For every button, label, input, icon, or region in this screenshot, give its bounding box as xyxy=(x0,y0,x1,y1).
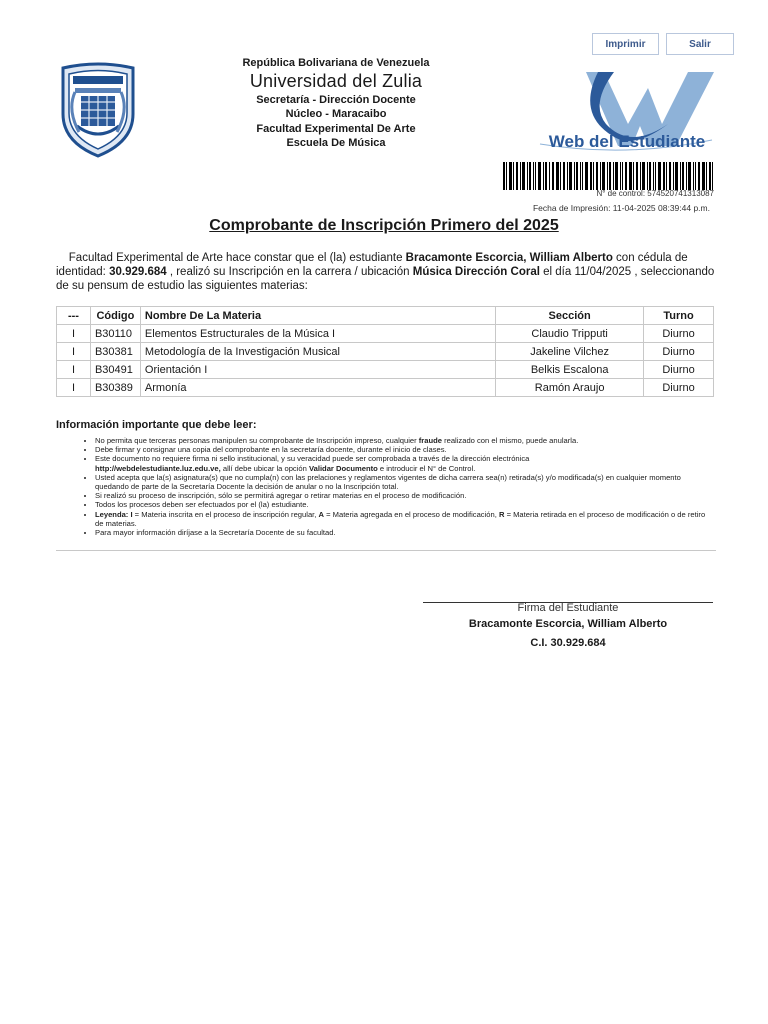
cell-code: B30389 xyxy=(90,379,140,397)
brand-name: Web del Estudiante xyxy=(548,132,706,151)
cell-shift: Diurno xyxy=(644,343,714,361)
cell-section: Jakeline Vilchez xyxy=(496,343,644,361)
col-header-subject: Nombre De La Materia xyxy=(140,307,495,325)
cell-type: I xyxy=(57,379,91,397)
header-line-escuela: Escuela De Música xyxy=(286,137,386,149)
table-header-row xyxy=(57,307,714,325)
table-row xyxy=(57,343,714,361)
col-header-code: Código xyxy=(90,307,140,325)
cell-shift: Diurno xyxy=(644,325,714,343)
signature-name: Bracamonte Escorcia, William Alberto xyxy=(468,618,668,630)
header-line-secretaria: Secretaría - Dirección Docente xyxy=(256,94,416,106)
cell-section: Belkis Escalona xyxy=(496,361,644,379)
cell-subject: Orientación I xyxy=(140,361,495,379)
cell-code: B30491 xyxy=(90,361,140,379)
country-name: República Bolivariana de Venezuela xyxy=(242,57,430,69)
list-item: • Para mayor información diríjase a la Secretaría Docente de su facultad. xyxy=(95,528,715,537)
intro-text-4: el día 11/04/2025 , seleccionando de su pensum de estudio las siguientes materias: xyxy=(56,266,715,292)
cell-shift: Diurno xyxy=(644,379,714,397)
cell-subject: Metodología de la Investigación Musical xyxy=(140,343,495,361)
career-name: Música Dirección Coral xyxy=(412,266,540,278)
col-header-type: --- xyxy=(57,307,91,325)
cell-section: Ramón Araujo xyxy=(496,379,644,397)
exit-button[interactable]: Salir xyxy=(666,33,734,55)
university-name: Universidad del Zulia xyxy=(249,71,423,91)
cell-code: B30381 xyxy=(90,343,140,361)
table-row xyxy=(57,361,714,379)
barcode-icon xyxy=(502,162,714,190)
signature-caption: Firma del Estudiante xyxy=(517,602,619,614)
cell-type: I xyxy=(57,325,91,343)
info-title: Información importante que debe leer: xyxy=(56,419,257,431)
header-line-facultad: Facultad Experimental De Arte xyxy=(256,123,416,135)
validation-url: http://webdelestudiante.luz.edu.ve, xyxy=(95,463,221,473)
document-title: Comprobante de Inscripción Primero del 2025 xyxy=(209,217,559,234)
table-row xyxy=(57,379,714,397)
intro-text-2: con cédula de identidad: xyxy=(56,252,688,278)
cell-type: I xyxy=(57,361,91,379)
intro-paragraph xyxy=(56,251,716,293)
cell-subject: Armonía xyxy=(140,379,495,397)
student-ci: 30.929.684 xyxy=(109,266,167,278)
list-item: • Leyenda: I = Materia inscrita en el proceso de inscripción regular, A = Materia agregada en el proceso de modificación, R = Materia retirada en el proceso de modificación o de retiro de materias. xyxy=(95,510,715,528)
cell-code: B30110 xyxy=(90,325,140,343)
cell-section: Claudio Tripputi xyxy=(496,325,644,343)
cell-shift: Diurno xyxy=(644,361,714,379)
signature-ci: C.I. 30.929.684 xyxy=(530,637,606,649)
list-item: • No permita que terceras personas manipulen su comprobante de Inscripción impreso, cualquier fraude realizado con el mismo, puede anularla. xyxy=(95,436,715,445)
student-name: Bracamonte Escorcia, William Alberto xyxy=(405,252,613,264)
print-date: Fecha de Impresión: 11-04-2025 08:39:44 p.m. xyxy=(532,203,710,213)
list-item: • Debe firmar y consignar una copia del comprobante en la secretaría docente, durante el inicio de clases. xyxy=(95,445,715,454)
header-line-nucleo: Núcleo - Maracaibo xyxy=(285,108,387,120)
cell-subject: Elementos Estructurales de la Música I xyxy=(140,325,495,343)
list-item: • Todos los procesos deben ser efectuados por el (la) estudiante. xyxy=(95,500,715,509)
table-row xyxy=(57,325,714,343)
cell-type: I xyxy=(57,343,91,361)
university-seal-icon xyxy=(57,62,139,158)
divider xyxy=(56,550,716,551)
info-list xyxy=(82,436,715,537)
intro-text-3: , realizó su Inscripción en la carrera / ubicación xyxy=(166,266,413,278)
list-item: • Usted acepta que la(s) asignatura(s) que no cumpla(n) con las prelaciones y reglamentos vigentes de dicha carrera sea(n) retirada(s) y/o modificada(s) en cualquier momento quedando de parte de la Secretaría Docente la decisión de anular o no la Inscripción total. xyxy=(95,473,715,491)
col-header-shift: Turno xyxy=(644,307,714,325)
subjects-table xyxy=(56,306,714,397)
intro-text-1: Facultad Experimental de Arte hace constar que el (la) estudiante xyxy=(68,252,406,264)
control-number: N° de control: 574520741313087 xyxy=(596,189,714,198)
list-item: • Este documento no requiere firma ni sello institucional, y su veracidad puede ser comprobada a través de la dirección electrónica http://webdelestudiante.luz.edu.ve, allí debe ubicar la opción Validar Documento e introducir el N° de Control. xyxy=(95,454,715,472)
col-header-section: Sección xyxy=(496,307,644,325)
print-button[interactable]: Imprimir xyxy=(592,33,659,55)
list-item: • Si realizó su proceso de inscripción, sólo se permitirá agregar o retirar materias en el proceso de modificación. xyxy=(95,491,715,500)
